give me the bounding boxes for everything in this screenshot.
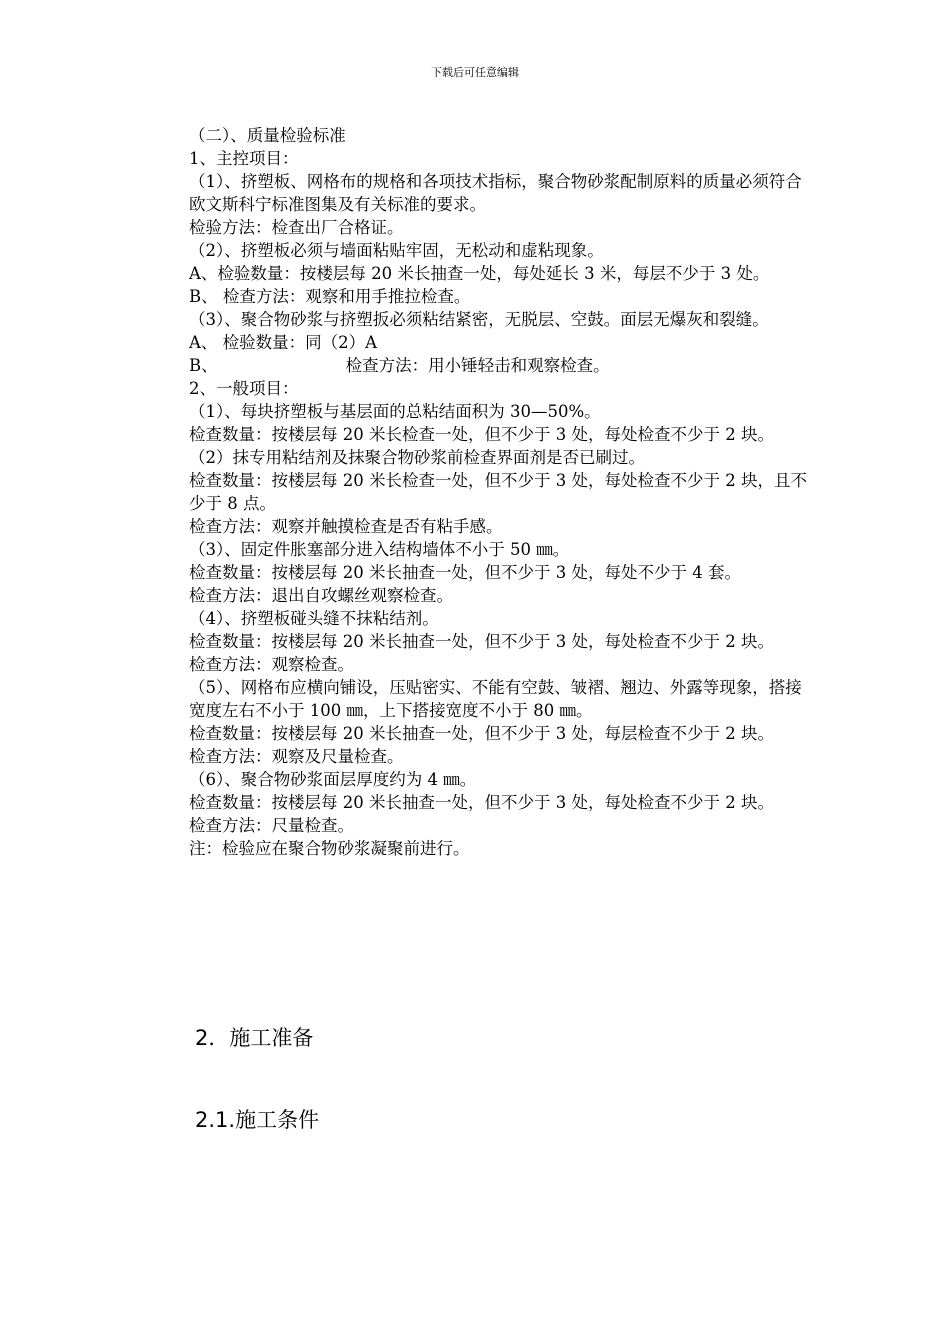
general-item-6: （6）、聚合物砂浆面层厚度约为 4 ㎜。: [189, 770, 477, 789]
inspection-note: 注：检验应在聚合物砂浆凝聚前进行。: [189, 839, 470, 858]
general-item-5: （5）、网格布应横向铺设，压贴密实、不能有空鼓、皱褶、翘边、外露等现象，搭接宽度左右不小于 100 ㎜，上下搭接宽度不小于 80 ㎜。: [189, 678, 802, 720]
general-item-6-quantity: 检查数量：按楼层每 20 米长抽查一处，但不少于 3 处，每处检查不少于 2 块。: [189, 793, 774, 812]
document-body: [189, 124, 814, 860]
general-item-3: （3）、固定件胀塞部分进入结构墙体不小于 50 ㎜。: [189, 540, 570, 559]
main-item-3-b-prefix: B、: [189, 356, 218, 375]
general-item-4: （4）、挤塑板碰头缝不抹粘结剂。: [189, 609, 439, 628]
general-item-5-quantity: 检查数量：按楼层每 20 米长抽查一处，但不少于 3 处，每层检查不少于 2 块。: [189, 724, 774, 743]
main-items-title: 1、主控项目：: [189, 149, 299, 168]
main-item-1-method: 检验方法：检查出厂合格证。: [189, 218, 404, 237]
general-item-6-method: 检查方法：尺量检查。: [189, 816, 354, 835]
general-item-4-quantity: 检查数量：按楼层每 20 米长抽查一处，但不少于 3 处，每处检查不少于 2 块。: [189, 632, 774, 651]
main-item-3-b: [189, 354, 814, 377]
heading-construction-conditions: 2.1.施工条件: [195, 1108, 320, 1132]
section-title: （二）、质量检验标准: [189, 126, 346, 145]
general-item-1-quantity: 检查数量：按楼层每 20 米长检查一处，但不少于 3 处，每处检查不少于 2 块。: [189, 425, 774, 444]
general-item-2: （2）抹专用粘结剂及抹聚合物砂浆前检查界面剂是否已刷过。: [189, 448, 645, 467]
main-item-1: （1）、挤塑板、网格布的规格和各项技术指标，聚合物砂浆配制原料的质量必须符合欧文斯科宁标准图集及有关标准的要求。: [189, 172, 802, 214]
main-item-2-b: B、 检查方法：观察和用手推拉检查。: [189, 287, 471, 306]
general-item-3-quantity: 检查数量：按楼层每 20 米长抽查一处，但不少于 3 处，每处不少于 4 套。: [189, 563, 741, 582]
general-item-2-method: 检查方法：观察并触摸检查是否有粘手感。: [189, 517, 503, 536]
page-header-note: 下载后可任意编辑: [431, 66, 519, 79]
general-item-3-method: 检查方法：退出自攻螺丝观察检查。: [189, 586, 453, 605]
general-item-4-method: 检查方法：观察检查。: [189, 655, 354, 674]
general-item-1: （1）、每块挤塑板与基层面的总粘结面积为 30—50%。: [189, 402, 601, 421]
main-item-3: （3）、聚合物砂浆与挤塑扳必须粘结紧密，无脱层、空鼓。面层无爆灰和裂缝。: [189, 310, 769, 329]
main-item-3-b-text: 检查方法：用小锤轻击和观察检查。: [345, 356, 610, 375]
general-item-2-quantity: 检查数量：按楼层每 20 米长检查一处，但不少于 3 处，每处检查不少于 2 块，且不少于 8 点。: [189, 471, 807, 513]
main-item-2: （2）、挤塑板必须与墙面粘贴牢固，无松动和虚粘现象。: [189, 241, 604, 260]
general-item-5-method: 检查方法：观察及尺量检查。: [189, 747, 404, 766]
heading-construction-preparation: 2．施工准备: [195, 1026, 314, 1050]
general-items-title: 2、一般项目：: [189, 379, 299, 398]
main-item-2-a: A、检验数量：按楼层每 20 米长抽查一处，每处延长 3 米，每层不少于 3 处。: [189, 264, 770, 283]
main-item-3-a: A、 检验数量：同（2）A: [189, 333, 378, 352]
